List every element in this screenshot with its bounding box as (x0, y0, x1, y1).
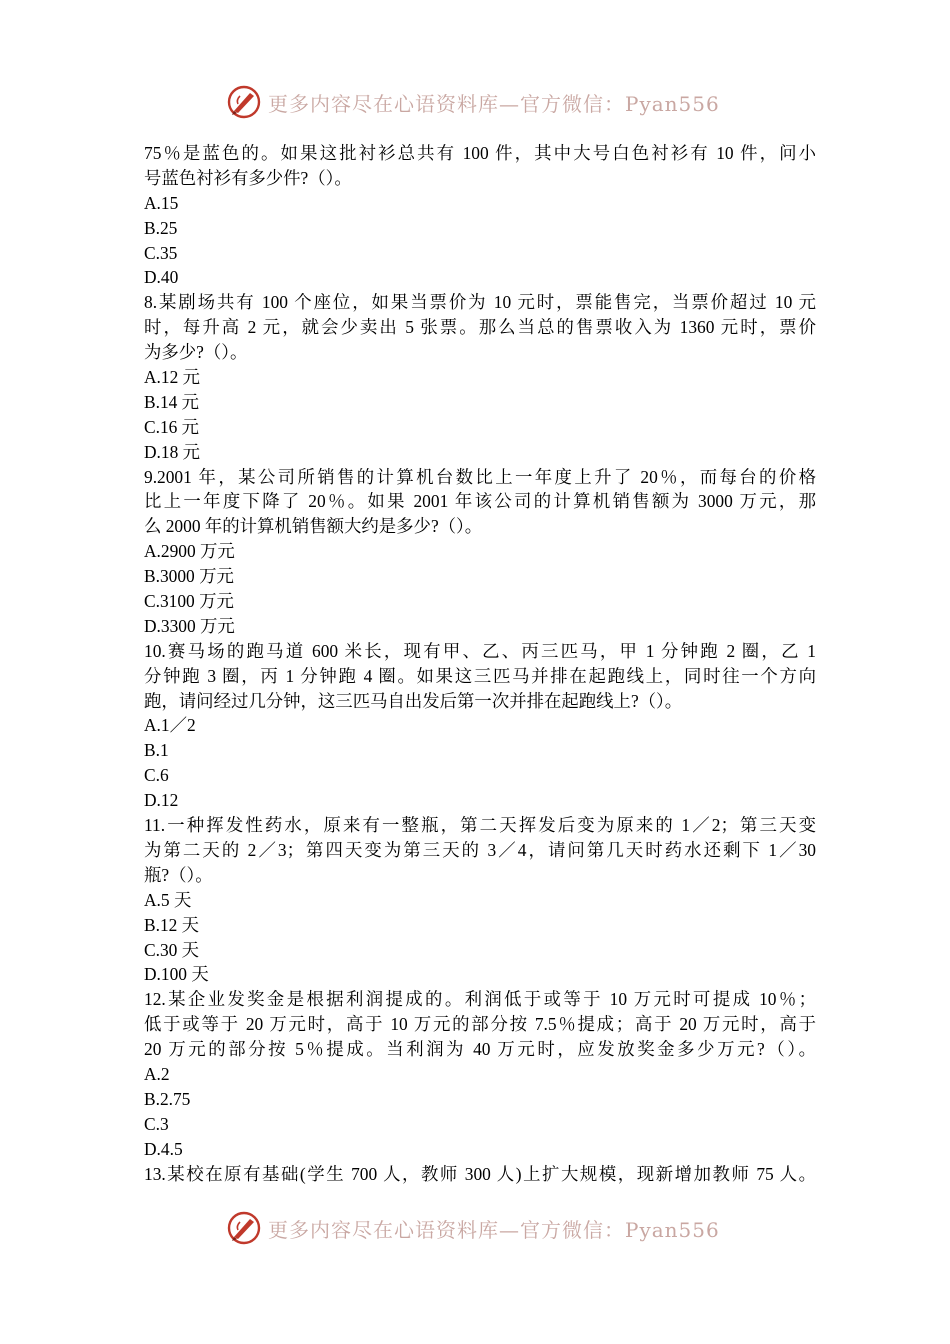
text-line: B.12 天 (144, 914, 200, 935)
text-line: 时，每升高 2 元，就会少卖出 5 张票。那么当总的售票收入为 1360 元时，票价 (144, 317, 816, 338)
header-banner (226, 84, 726, 120)
text-line: C.16 元 (144, 416, 200, 437)
text-line: 跑，请问经过几分钟，这三匹马自出发后第一次并排在起跑线上?（）。 (144, 690, 683, 711)
footer-banner (226, 1210, 726, 1246)
text-line: A.2900 万元 (144, 541, 235, 562)
header-banner-text: 更多内容尽在心语资料库—官方微信：Pyan556 (268, 91, 720, 116)
text-line: D.100 天 (144, 964, 209, 985)
text-line: D.40 (144, 267, 179, 288)
text-line: D.3300 万元 (144, 615, 235, 636)
document-body (144, 141, 816, 1186)
text-line: 11.一种挥发性药水，原来有一整瓶，第二天挥发后变为原来的 1／2；第三天变 (144, 815, 816, 836)
pen-logo-icon (226, 84, 262, 120)
footer-banner-text: 更多内容尽在心语资料库—官方微信：Pyan556 (268, 1217, 720, 1242)
text-line: 8.某剧场共有 100 个座位，如果当票价为 10 元时，票能售完，当票价超过 10 元 (144, 292, 816, 313)
text-line: C.6 (144, 765, 169, 786)
text-line: C.30 天 (144, 939, 200, 960)
text-line: 么 2000 年的计算机销售额大约是多少?（）。 (144, 516, 483, 537)
text-line: B.3000 万元 (144, 566, 234, 587)
text-line: D.4.5 (144, 1138, 183, 1159)
text-line: 瓶?（）。 (144, 864, 213, 885)
text-line: 12.某企业发奖金是根据利润提成的。利润低于或等于 10 万元时可提成 10％； (144, 989, 816, 1010)
text-line: 为第二天的 2／3；第四天变为第三天的 3／4，请问第几天时药水还剩下 1／30 (144, 839, 816, 860)
text-line: A.2 (144, 1063, 170, 1084)
text-line: 9.2001 年，某公司所销售的计算机台数比上一年度上升了 20％，而每台的价格 (144, 466, 816, 487)
text-line: A.12 元 (144, 367, 201, 388)
text-line: C.3 (144, 1113, 169, 1134)
text-line: A.1／2 (144, 715, 196, 736)
text-line: B.2.75 (144, 1088, 191, 1109)
text-line: 13.某校在原有基础(学生 700 人，教师 300 人)上扩大规模，现新增加教师 75 人。 (144, 1163, 816, 1184)
text-line: D.12 (144, 790, 179, 811)
text-line: B.14 元 (144, 391, 200, 412)
text-line: D.18 元 (144, 441, 201, 462)
text-line: 75％是蓝色的。如果这批衬衫总共有 100 件，其中大号白色衬衫有 10 件，问小 (144, 143, 816, 163)
text-line: 10.赛马场的跑马道 600 米长，现有甲、乙、丙三匹马，甲 1 分钟跑 2 圈，乙 1 (144, 640, 816, 661)
text-line: A.15 (144, 192, 179, 213)
text-line: 号蓝色衬衫有多少件?（）。 (144, 167, 352, 188)
text-line: B.25 (144, 217, 178, 238)
text-line: A.5 天 (144, 889, 192, 910)
text-line: B.1 (144, 740, 169, 761)
text-line: 为多少?（）。 (144, 342, 248, 363)
pen-logo-icon (226, 1210, 262, 1246)
text-line: C.35 (144, 242, 178, 263)
text-line: 20 万元的部分按 5％提成。当利润为 40 万元时，应发放奖金多少万元?（）。 (144, 1039, 816, 1060)
text-line: 低于或等于 20 万元时，高于 10 万元的部分按 7.5％提成；高于 20 万元时，高于 (144, 1014, 816, 1035)
text-line: 分钟跑 3 圈，丙 1 分钟跑 4 圈。如果这三匹马并排在起跑线上，同时往一个方向 (144, 665, 816, 686)
text-line: C.3100 万元 (144, 591, 234, 612)
text-line: 比上一年度下降了 20％。如果 2001 年该公司的计算机销售额为 3000 万元，那 (144, 491, 816, 512)
